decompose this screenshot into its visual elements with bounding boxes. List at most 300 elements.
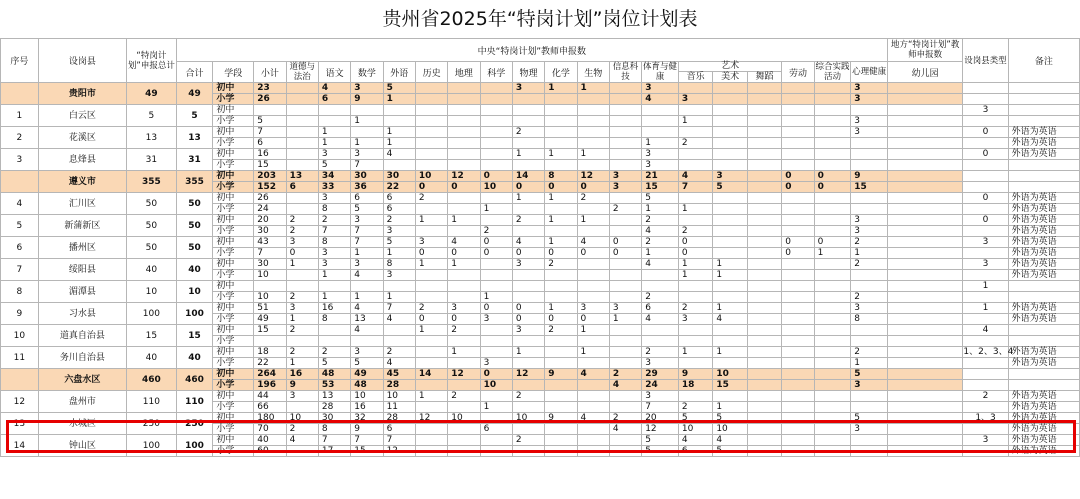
row-cell [448,292,480,303]
row-cell [286,116,318,127]
row-cell [747,325,781,336]
row-subtotal: 44 [254,391,286,402]
row-cell: 4 [512,237,544,248]
row-cell [448,160,480,171]
row-cell: 7 [383,303,415,314]
row-cell: 3 [448,303,480,314]
row-cell: 9 [545,369,577,380]
table-row [1,171,1080,182]
row-cell [577,204,609,215]
row-cell: 10 [713,424,747,435]
row-cell: 15 [713,380,747,391]
row-cell: 1 [678,204,712,215]
row-type: 0 [963,193,1008,204]
row-note [1008,292,1079,303]
row-stage: 小学 [213,270,254,281]
row-cell [814,413,851,424]
table-row [1,369,1080,380]
row-stage: 小学 [213,248,254,259]
row-subtotal [254,336,286,347]
row-cell [678,83,712,94]
row-total-plan: 10 [127,281,177,303]
row-county: 汇川区 [38,193,126,215]
row-cell [713,237,747,248]
row-cell [415,281,447,292]
row-cell [713,215,747,226]
row-cell: 3 [851,116,888,127]
row-cell [678,127,712,138]
row-cell [713,391,747,402]
row-stage: 小学 [213,160,254,171]
row-cell [415,424,447,435]
row-cell: 3 [286,303,318,314]
table-row [1,281,1080,292]
row-cell: 15 [851,182,888,193]
row-stage: 小学 [213,446,254,457]
row-county: 盘州市 [38,391,126,413]
row-cell [448,116,480,127]
row-cell [512,116,544,127]
row-kinder [887,391,962,402]
row-seq [1,83,39,105]
row-subtotal: 10 [254,292,286,303]
row-cell [782,94,814,105]
row-cell: 2 [286,325,318,336]
row-cell: 3 [851,215,888,226]
row-cell [747,358,781,369]
row-kinder [887,380,962,391]
table-row [1,435,1080,446]
row-cell [782,83,814,94]
row-note [1008,171,1079,182]
row-subtotal: 51 [254,303,286,314]
row-cell: 1 [545,149,577,160]
row-cell: 33 [318,182,350,193]
row-cell: 4 [351,303,383,314]
row-subtotal: 66 [254,402,286,413]
row-cell: 5 [851,369,888,380]
row-county: 绥阳县 [38,259,126,281]
row-cell: 3 [351,83,383,94]
row-cell [678,391,712,402]
row-cell [512,160,544,171]
row-stage: 初中 [213,435,254,446]
row-cell: 3 [609,171,641,182]
row-cell: 12 [383,446,415,457]
row-total: 31 [176,149,213,171]
row-cell: 8 [545,171,577,182]
row-cell [747,171,781,182]
row-stage: 初中 [213,127,254,138]
row-cell [642,325,679,336]
row-subtotal: 5 [254,116,286,127]
row-total-plan: 100 [127,435,177,457]
row-cell: 8 [318,314,350,325]
row-county: 新蒲新区 [38,215,126,237]
row-cell [318,336,350,347]
row-note [1008,182,1079,193]
row-cell [512,336,544,347]
row-cell [609,215,641,226]
row-cell [713,105,747,116]
row-stage: 初中 [213,149,254,160]
row-cell [480,215,512,226]
row-cell [814,193,851,204]
row-cell [577,402,609,413]
row-cell: 4 [642,94,679,105]
row-cell: 0 [678,248,712,259]
row-kinder [887,446,962,457]
row-cell: 32 [351,413,383,424]
row-cell [747,402,781,413]
row-county: 白云区 [38,105,126,127]
row-cell: 1 [415,259,447,270]
table-row [1,413,1080,424]
row-total: 460 [176,369,213,391]
row-cell: 48 [351,380,383,391]
header-total: 合计 [176,62,213,83]
row-cell: 2 [609,204,641,215]
row-cell: 3 [642,391,679,402]
row-cell [814,160,851,171]
row-total: 40 [176,347,213,369]
row-cell [545,380,577,391]
row-cell: 4 [577,237,609,248]
row-subtotal: 152 [254,182,286,193]
row-type [963,380,1008,391]
row-cell: 0 [480,248,512,259]
row-cell [415,380,447,391]
row-cell: 0 [577,248,609,259]
row-cell [286,83,318,94]
row-cell: 0 [814,171,851,182]
row-cell: 2 [678,303,712,314]
row-subtotal: 10 [254,270,286,281]
row-cell: 1 [577,83,609,94]
row-cell [642,336,679,347]
row-cell: 3 [609,182,641,193]
row-cell: 1 [286,358,318,369]
row-cell: 0 [512,303,544,314]
row-cell [545,105,577,116]
row-note: 外语为英语 [1008,215,1079,226]
row-cell [545,446,577,457]
row-seq: 8 [1,281,39,303]
row-cell [286,281,318,292]
table-row [1,303,1080,314]
row-note: 外语为英语 [1008,248,1079,259]
row-cell: 1 [448,215,480,226]
row-cell [383,325,415,336]
row-cell: 20 [642,413,679,424]
row-seq: 10 [1,325,39,347]
row-cell: 14 [415,369,447,380]
row-total: 50 [176,215,213,237]
row-cell [415,292,447,303]
row-cell: 48 [318,369,350,380]
row-cell [782,413,814,424]
row-kinder [887,160,962,171]
row-cell [782,226,814,237]
row-cell [851,193,888,204]
row-cell: 49 [351,369,383,380]
row-cell [814,380,851,391]
row-county: 习水县 [38,303,126,325]
row-cell [851,391,888,402]
row-note: 外语为英语 [1008,270,1079,281]
row-kinder [887,292,962,303]
row-cell [286,402,318,413]
row-county: 遵义市 [38,171,126,193]
row-cell [747,248,781,259]
row-cell: 3 [678,314,712,325]
row-subtotal: 49 [254,314,286,325]
row-cell [782,314,814,325]
row-cell [747,182,781,193]
row-cell: 8 [318,237,350,248]
header-kinder: 幼儿园 [887,62,962,83]
row-cell [814,105,851,116]
row-cell [415,270,447,281]
row-cell [609,336,641,347]
header-subject: 外语 [383,62,415,83]
header-type: 设岗县类型 [963,39,1008,83]
row-cell [415,358,447,369]
row-note: 外语为英语 [1008,402,1079,413]
row-cell: 1 [383,248,415,259]
header-subject: 道德与法治 [286,62,318,83]
row-type: 3 [963,105,1008,116]
row-cell: 53 [318,380,350,391]
row-cell [851,204,888,215]
row-cell [747,369,781,380]
row-cell: 0 [512,182,544,193]
row-cell: 7 [318,435,350,446]
row-cell [609,402,641,413]
row-cell: 3 [642,160,679,171]
table-row [1,391,1080,402]
row-county: 息烽县 [38,149,126,171]
row-county: 水城区 [38,413,126,435]
row-cell: 1 [318,127,350,138]
row-cell: 1 [678,347,712,358]
row-cell: 6 [383,193,415,204]
row-cell [609,347,641,358]
row-cell [782,369,814,380]
row-cell [814,303,851,314]
row-stage: 初中 [213,413,254,424]
row-cell: 2 [286,424,318,435]
row-kinder [887,149,962,160]
row-note: 外语为英语 [1008,259,1079,270]
row-cell [545,281,577,292]
row-cell [577,116,609,127]
row-cell: 11 [383,402,415,413]
row-cell [678,325,712,336]
row-cell [545,204,577,215]
row-cell: 0 [448,248,480,259]
row-cell [545,127,577,138]
row-cell: 1 [713,303,747,314]
row-type [963,94,1008,105]
row-cell [609,160,641,171]
row-cell: 2 [415,193,447,204]
row-cell: 10 [286,413,318,424]
teacher-plan-table [0,38,1080,457]
row-seq: 14 [1,435,39,457]
row-subtotal: 43 [254,237,286,248]
row-total-plan: 100 [127,303,177,325]
row-cell: 3 [609,303,641,314]
row-cell: 14 [512,171,544,182]
row-cell [814,424,851,435]
row-cell [814,446,851,457]
row-cell [851,138,888,149]
row-cell: 1 [415,391,447,402]
row-cell [480,413,512,424]
row-cell [480,116,512,127]
row-cell [851,281,888,292]
row-cell [512,270,544,281]
row-cell [415,127,447,138]
row-cell [713,204,747,215]
row-total-plan: 40 [127,347,177,369]
table-row [1,105,1080,116]
row-stage: 小学 [213,94,254,105]
row-cell [713,83,747,94]
row-cell: 15 [642,182,679,193]
row-kinder [887,259,962,270]
row-stage: 初中 [213,171,254,182]
row-cell [545,138,577,149]
row-seq: 4 [1,193,39,215]
row-cell [609,292,641,303]
row-total-plan: 13 [127,127,177,149]
row-kinder [887,270,962,281]
row-cell: 34 [318,171,350,182]
row-cell [747,435,781,446]
row-cell: 10 [713,369,747,380]
row-cell [512,226,544,237]
row-type: 0 [963,215,1008,226]
row-cell: 10 [351,391,383,402]
row-total: 50 [176,237,213,259]
row-cell [609,193,641,204]
row-cell [747,446,781,457]
row-cell [782,127,814,138]
row-cell [782,149,814,160]
row-cell [448,138,480,149]
row-total-plan: 110 [127,391,177,413]
row-cell: 5 [383,237,415,248]
row-cell: 18 [678,380,712,391]
row-cell [545,226,577,237]
row-cell [415,226,447,237]
row-cell [383,160,415,171]
row-county: 湄潭县 [38,281,126,303]
row-seq: 6 [1,237,39,259]
row-cell: 1 [642,204,679,215]
row-cell [713,94,747,105]
row-total-plan: 40 [127,259,177,281]
row-cell [351,281,383,292]
row-cell: 0 [609,248,641,259]
row-type: 1、3 [963,413,1008,424]
row-cell: 13 [318,391,350,402]
row-type [963,248,1008,259]
row-subtotal: 7 [254,248,286,259]
row-cell [814,127,851,138]
row-subtotal [254,281,286,292]
row-cell [678,160,712,171]
row-subtotal: 26 [254,193,286,204]
row-cell: 3 [480,358,512,369]
row-cell: 1 [351,292,383,303]
row-kinder [887,215,962,226]
row-cell: 1 [286,314,318,325]
row-kinder [887,105,962,116]
row-cell: 2 [678,226,712,237]
row-cell: 4 [609,380,641,391]
row-cell: 6 [642,303,679,314]
row-cell: 1 [545,237,577,248]
row-total-plan: 460 [127,369,177,391]
header-subject: 数学 [351,62,383,83]
row-cell: 2 [642,347,679,358]
row-cell: 2 [545,259,577,270]
row-note: 外语为英语 [1008,226,1079,237]
row-cell [512,424,544,435]
row-cell: 3 [642,358,679,369]
row-cell [609,127,641,138]
row-total: 40 [176,259,213,281]
row-kinder [887,435,962,446]
row-cell: 4 [383,149,415,160]
row-cell [814,94,851,105]
row-cell: 2 [480,226,512,237]
header-note: 备注 [1008,39,1079,83]
row-cell: 3 [318,248,350,259]
row-kinder [887,94,962,105]
row-cell: 4 [286,435,318,446]
row-total-plan: 355 [127,171,177,193]
row-cell: 2 [318,215,350,226]
row-cell [480,83,512,94]
row-cell [577,380,609,391]
row-cell: 2 [851,292,888,303]
row-cell: 16 [286,369,318,380]
row-kinder [887,127,962,138]
row-cell [642,105,679,116]
row-cell: 4 [448,237,480,248]
table-row [1,237,1080,248]
row-cell: 12 [512,369,544,380]
row-cell [814,336,851,347]
row-cell [782,138,814,149]
row-cell [814,314,851,325]
row-cell: 17 [318,446,350,457]
row-cell: 2 [851,347,888,358]
row-note: 外语为英语 [1008,347,1079,358]
row-cell: 5 [851,413,888,424]
row-cell: 4 [383,314,415,325]
header-mental: 心理健康 [851,62,888,83]
row-note [1008,281,1079,292]
row-cell: 4 [609,424,641,435]
row-cell [851,325,888,336]
row-subtotal: 70 [254,424,286,435]
row-cell: 4 [678,435,712,446]
